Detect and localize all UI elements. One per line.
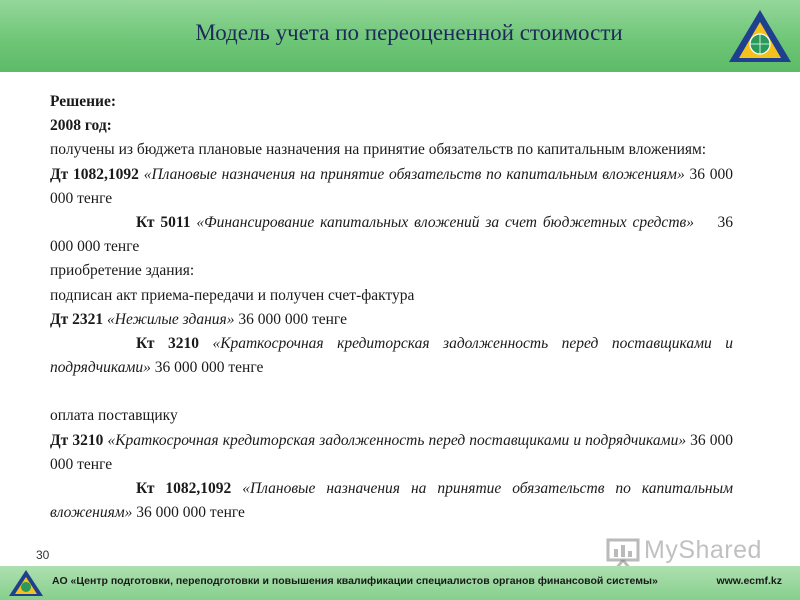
debit-account: Дт 1082,1092 [50, 165, 139, 183]
watermark-text: MyShared [644, 536, 762, 564]
account-name: «Нежилые здания» [107, 310, 235, 328]
text-budget-received: получены из бюджета плановые назначения на принятие обязательств по капитальным вложениям: [50, 141, 707, 159]
organization-logo [727, 8, 793, 64]
account-name: «Финансирование капитальных вложений за счет бюджетных средств» [196, 214, 694, 232]
entry-credit-2 [50, 332, 733, 380]
entry-credit-3 [50, 477, 733, 525]
footer-logo-icon [8, 569, 44, 597]
amount: 36 000 000 тенге [50, 431, 734, 473]
text-act-signed: подписан акт приема-передачи и получен счет-фактура [50, 286, 415, 304]
footer-organization: АО «Центр подготовки, переподготовки и повышения квалификации специалистов органов финансовой системы» [52, 575, 658, 587]
credit-account: Кт 1082,1092 [136, 480, 232, 498]
year-heading: 2008 год: [50, 117, 112, 135]
entry-debit-3 [50, 429, 733, 477]
entry-credit-1 [50, 211, 733, 259]
footer-website-link[interactable]: www.ecmf.kz [716, 575, 782, 587]
text-building-acquisition: приобретение здания: [50, 262, 195, 280]
debit-account: Дт 3210 [50, 431, 104, 449]
account-name: «Плановые назначения на принятие обязательств по капитальным вложениям» [50, 480, 734, 522]
amount: 36 000 000 тенге [50, 165, 734, 207]
amount: 36 000 000 тенге [50, 214, 734, 256]
solution-heading: Решение: [50, 93, 117, 110]
amount: 36 000 000 тенге [238, 310, 347, 328]
amount: 36 000 000 тенге [136, 504, 245, 522]
text-payment-to-supplier: оплата поставщику [50, 407, 178, 425]
slide-body [50, 90, 733, 525]
amount: 36 000 000 тенге [154, 359, 264, 377]
account-name: «Краткосрочная кредиторская задолженность перед поставщиками и подрядчиками» [50, 335, 734, 377]
credit-account: Кт 3210 [136, 335, 199, 353]
credit-account: Кт 5011 [136, 214, 191, 232]
header-bar [0, 0, 800, 72]
page-number: 30 [36, 548, 50, 562]
footer-bar [0, 566, 800, 600]
entry-debit-2 [50, 308, 733, 332]
account-name: «Плановые назначения на принятие обязательств по капитальным вложениям» [143, 165, 685, 183]
entry-debit-1 [50, 163, 733, 211]
debit-account: Дт 2321 [50, 310, 104, 328]
account-name: «Краткосрочная кредиторская задолженность перед поставщиками и подрядчиками» [107, 431, 687, 449]
slide-title: Модель учета по переоцененной стоимости [195, 20, 623, 45]
